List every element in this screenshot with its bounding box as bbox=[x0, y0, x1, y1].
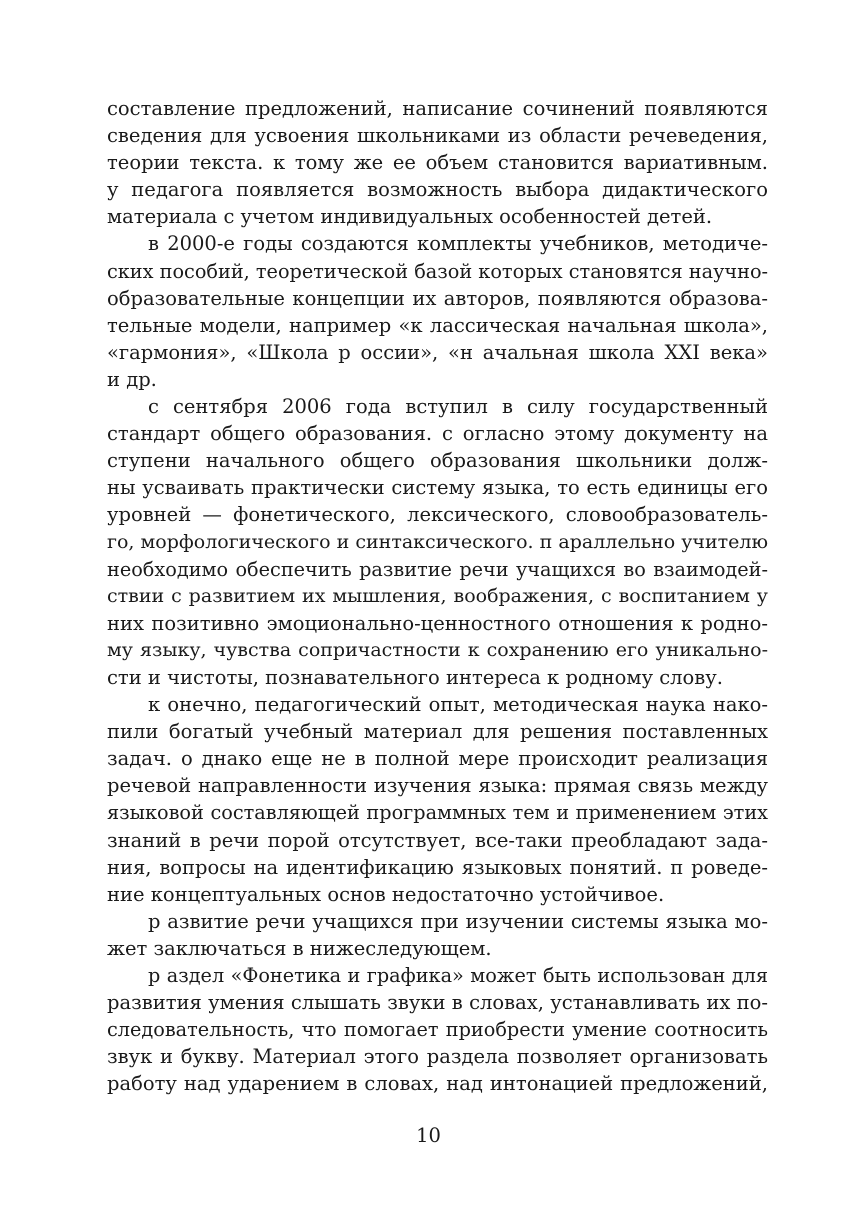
text-line: теории текста. к тому же ее объем становится вариативным. bbox=[107, 151, 768, 175]
text-line: необходимо обеспечить развитие речи учащихся во взаимодей- bbox=[107, 557, 768, 581]
paragraph-3 bbox=[107, 393, 768, 691]
text-line: сведения для усвоения школьниками из области речеведения, bbox=[107, 124, 768, 148]
text-line: ствии с развитием их мышления, воображения, с воспитанием у bbox=[107, 584, 768, 607]
text-line: речевой направленности изучения языка: прямая связь между bbox=[107, 774, 768, 798]
text-line: составление предложений, написание сочинений появляются bbox=[107, 97, 768, 120]
paragraph-2 bbox=[107, 230, 768, 393]
text-line: знаний в речи порой отсутствует, все-таки преобладают зада- bbox=[107, 828, 768, 852]
text-line: звук и букву. Материал этого раздела позволяет организовать bbox=[107, 1045, 768, 1069]
page-number: 10 bbox=[416, 1124, 441, 1147]
paragraph-1 bbox=[107, 95, 768, 230]
text-line: них позитивно эмоционально-ценностного отношения к родно- bbox=[107, 611, 768, 635]
paragraph-5 bbox=[107, 908, 768, 962]
text-line: ние концептуальных основ недостаточно устойчивое. bbox=[107, 882, 665, 906]
text-line: го, морфологического и синтаксического. п араллельно учителю bbox=[107, 530, 768, 553]
text-line: жет заключаться в нижеследующем. bbox=[107, 936, 492, 960]
text-line: тельные модели, например «к лассическая начальная школа», bbox=[107, 313, 768, 337]
text-line: ния, вопросы на идентификацию языковых понятий. п роведе- bbox=[107, 855, 768, 879]
text-line: следовательность, что помогает приобрести умение соотносить bbox=[107, 1018, 768, 1042]
text-line: му языку, чувства сопричастности к сохранению его уникально- bbox=[107, 638, 768, 661]
text-line: развития умения слышать звуки в словах, устанавливать их по- bbox=[107, 991, 768, 1015]
text-line: «гармония», «Школа р оссии», «н ачальная школа XXI века» bbox=[107, 340, 768, 364]
text-line: языковой составляющей программных тем и применением этих bbox=[107, 801, 768, 825]
text-line: ских пособий, теоретической базой которых становятся научно- bbox=[107, 259, 768, 283]
text-line: стандарт общего образования. с огласно этому документу на bbox=[107, 422, 768, 446]
text-line: с сентября 2006 года вступил в силу государственный bbox=[148, 395, 768, 419]
text-line: образовательные концепции их авторов, появляются образова- bbox=[107, 286, 768, 310]
text-line: задач. о днако еще не в полной мере происходит реализация bbox=[107, 747, 768, 771]
text-line: пили богатый учебный материал для решения поставленных bbox=[107, 720, 768, 744]
text-line: к онечно, педагогический опыт, методическая наука нако- bbox=[148, 693, 768, 717]
text-line: у педагога появляется возможность выбора дидактического bbox=[107, 178, 768, 202]
text-line: ны усваивать практически систему языка, то есть единицы его bbox=[107, 476, 768, 500]
page-body bbox=[107, 95, 768, 1097]
text-line: ступени начального общего образования школьники долж- bbox=[107, 449, 768, 473]
text-line: работу над ударением в словах, над интонацией предложений, bbox=[107, 1072, 768, 1096]
paragraph-4 bbox=[107, 691, 768, 908]
text-line: сти и чистоты, познавательного интереса к родному слову. bbox=[107, 665, 723, 689]
text-line: р аздел «Фонетика и графика» может быть использован для bbox=[148, 964, 768, 987]
text-line: уровней — фонетического, лексического, словообразователь- bbox=[107, 503, 768, 527]
text-line: р азвитие речи учащихся при изучении системы языка мо- bbox=[148, 909, 768, 933]
text-line: в 2000-е годы создаются комплекты учебников, методиче- bbox=[148, 232, 768, 256]
paragraph-6 bbox=[107, 962, 768, 1097]
text-line: материала с учетом индивидуальных особенностей детей. bbox=[107, 205, 713, 229]
text-line: и др. bbox=[107, 367, 157, 391]
